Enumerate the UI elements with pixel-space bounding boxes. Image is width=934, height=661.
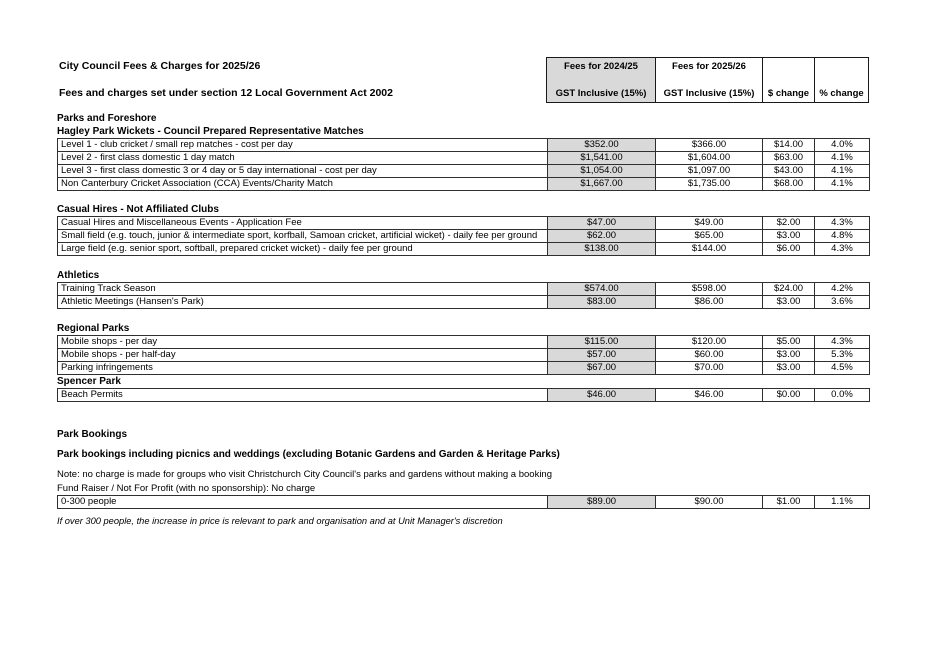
table-row [58,362,870,375]
percent-change-cell: 4.1% [815,165,870,178]
fee-description-cell: Level 2 - first class domestic 1 day match [58,152,548,165]
fees-2024-header-line2: GST Inclusive (15%) [555,88,647,99]
dollar-change-cell: $2.00 [763,217,815,230]
section-casual-hires [57,203,869,256]
fees-2024-header-line1: Fees for 2024/25 [564,61,638,72]
fee-2025-cell: $598.00 [656,283,763,296]
table-row [58,230,870,243]
note-text: Note: no charge is made for groups who visit Christchurch City Council's parks and gardens without making a booking [57,469,553,480]
section-heading: Athletics [57,270,100,281]
dollar-change-cell: $1.00 [763,496,815,509]
fees-2025-header-line1: Fees for 2025/26 [672,61,746,72]
fee-description-cell: Casual Hires and Miscellaneous Events - Application Fee [58,217,548,230]
fee-2024-cell: $138.00 [548,243,656,256]
table-row [58,178,870,191]
fee-description-cell: Level 3 - first class domestic 3 or 4 day or 5 day international - cost per day [58,165,548,178]
fee-2024-cell: $1,541.00 [548,152,656,165]
fee-2024-cell: $352.00 [548,139,656,152]
fee-description-cell: Beach Permits [58,389,548,402]
percent-change-column-header [814,58,868,102]
percent-change-cell: 4.3% [815,217,870,230]
table-row [58,165,870,178]
fee-2025-cell: $90.00 [656,496,763,509]
dollar-change-cell: $6.00 [763,243,815,256]
page-subtitle: Fees and charges set under section 12 Local Government Act 2002 [59,87,393,99]
fee-2025-cell: $70.00 [656,362,763,375]
fee-2024-cell: $115.00 [548,336,656,349]
table-row [58,217,870,230]
section-heading: Regional Parks [57,323,130,334]
percent-change-cell: 4.0% [815,139,870,152]
percent-change-cell: 4.3% [815,243,870,256]
dollar-change-cell: $14.00 [763,139,815,152]
dollar-change-column-header [762,58,814,102]
table-row [58,336,870,349]
dollar-change-cell: $68.00 [763,178,815,191]
table-row [58,139,870,152]
section-heading: Casual Hires - Not Affiliated Clubs [57,204,219,215]
fee-description-cell: Level 1 - club cricket / small rep matches - cost per day [58,139,548,152]
fee-2025-cell: $1,097.00 [656,165,763,178]
fees-table [57,495,870,509]
fees-table [57,216,870,256]
dollar-change-cell: $3.00 [763,296,815,309]
percent-change-cell: 4.8% [815,230,870,243]
percent-change-header-label: % change [819,88,864,99]
percent-change-cell: 4.1% [815,152,870,165]
fee-description-cell: Training Track Season [58,283,548,296]
fees-table [57,138,870,191]
section-heading: Spencer Park [57,376,121,387]
fee-2024-cell: $62.00 [548,230,656,243]
fees-table [57,282,870,309]
fees-table [57,335,870,375]
table-row [58,283,870,296]
section-subheading: Park bookings including picnics and weddings (excluding Botanic Gardens and Garden & Heritage Parks) [57,449,560,460]
section-park-bookings [57,428,869,526]
fee-description-cell: Athletic Meetings (Hansen's Park) [58,296,548,309]
percent-change-cell: 5.3% [815,349,870,362]
fee-2024-cell: $47.00 [548,217,656,230]
fee-2025-cell: $144.00 [656,243,763,256]
percent-change-cell: 4.2% [815,283,870,296]
fee-2024-cell: $46.00 [548,389,656,402]
fee-2024-cell: $574.00 [548,283,656,296]
document-body [57,112,869,526]
section-regional-parks [57,322,869,375]
fee-2024-cell: $67.00 [548,362,656,375]
fee-2025-cell: $86.00 [656,296,763,309]
dollar-change-cell: $5.00 [763,336,815,349]
percent-change-cell: 0.0% [815,389,870,402]
table-row [58,243,870,256]
fee-2025-cell: $1,735.00 [656,178,763,191]
dollar-change-cell: $63.00 [763,152,815,165]
fees-2025-header-line2: GST Inclusive (15%) [663,88,755,99]
fee-2024-cell: $1,667.00 [548,178,656,191]
table-row [58,496,870,509]
table-row [58,296,870,309]
table-row [58,389,870,402]
fees-2024-column-header [547,58,655,102]
fees-2025-column-header [655,58,762,102]
fee-description-cell: Parking infringements [58,362,548,375]
section-athletics [57,269,869,309]
fee-2024-cell: $89.00 [548,496,656,509]
fee-2024-cell: $1,054.00 [548,165,656,178]
fee-2025-cell: $46.00 [656,389,763,402]
dollar-change-cell: $24.00 [763,283,815,296]
fee-description-cell: Large field (e.g. senior sport, softball, prepared cricket wicket) - daily fee per ground [58,243,548,256]
dollar-change-cell: $3.00 [763,362,815,375]
fee-2024-cell: $83.00 [548,296,656,309]
fee-description-cell: Non Canterbury Cricket Association (CCA) Events/Charity Match [58,178,548,191]
fee-description-cell: Small field (e.g. touch, junior & intermediate sport, korfball, Samoan cricket, artificial wicket) - daily fee per ground [58,230,548,243]
dollar-change-cell: $3.00 [763,349,815,362]
dollar-change-cell: $0.00 [763,389,815,402]
fee-2025-cell: $1,604.00 [656,152,763,165]
section-spencer-park [57,375,869,402]
percent-change-cell: 4.5% [815,362,870,375]
dollar-change-cell: $3.00 [763,230,815,243]
section-heading: Parks and Foreshore [57,113,157,124]
section-heading: Park Bookings [57,429,128,440]
dollar-change-header-label: $ change [767,88,810,99]
fee-2025-cell: $60.00 [656,349,763,362]
fee-2025-cell: $65.00 [656,230,763,243]
fees-table [57,388,870,402]
percent-change-cell: 4.1% [815,178,870,191]
section-parks-and-foreshore [57,112,869,191]
table-column-headers [546,57,869,103]
percent-change-cell: 1.1% [815,496,870,509]
dollar-change-cell: $43.00 [763,165,815,178]
table-row [58,349,870,362]
fee-description-cell: 0-300 people [58,496,548,509]
fee-2025-cell: $366.00 [656,139,763,152]
fee-description-cell: Mobile shops - per half-day [58,349,548,362]
section-subheading: Hagley Park Wickets - Council Prepared Representative Matches [57,126,364,137]
fee-description-cell: Mobile shops - per day [58,336,548,349]
page-title: City Council Fees & Charges for 2025/26 [59,60,261,72]
percent-change-cell: 3.6% [815,296,870,309]
footnote-text: If over 300 people, the increase in price is relevant to park and organisation and at Unit Manager's discretion [57,516,503,526]
table-row [58,152,870,165]
percent-change-cell: 4.3% [815,336,870,349]
fee-2025-cell: $120.00 [656,336,763,349]
fee-2024-cell: $57.00 [548,349,656,362]
fee-2025-cell: $49.00 [656,217,763,230]
fund-raiser-text: Fund Raiser / Not For Profit (with no sponsorship): No charge [57,482,316,494]
